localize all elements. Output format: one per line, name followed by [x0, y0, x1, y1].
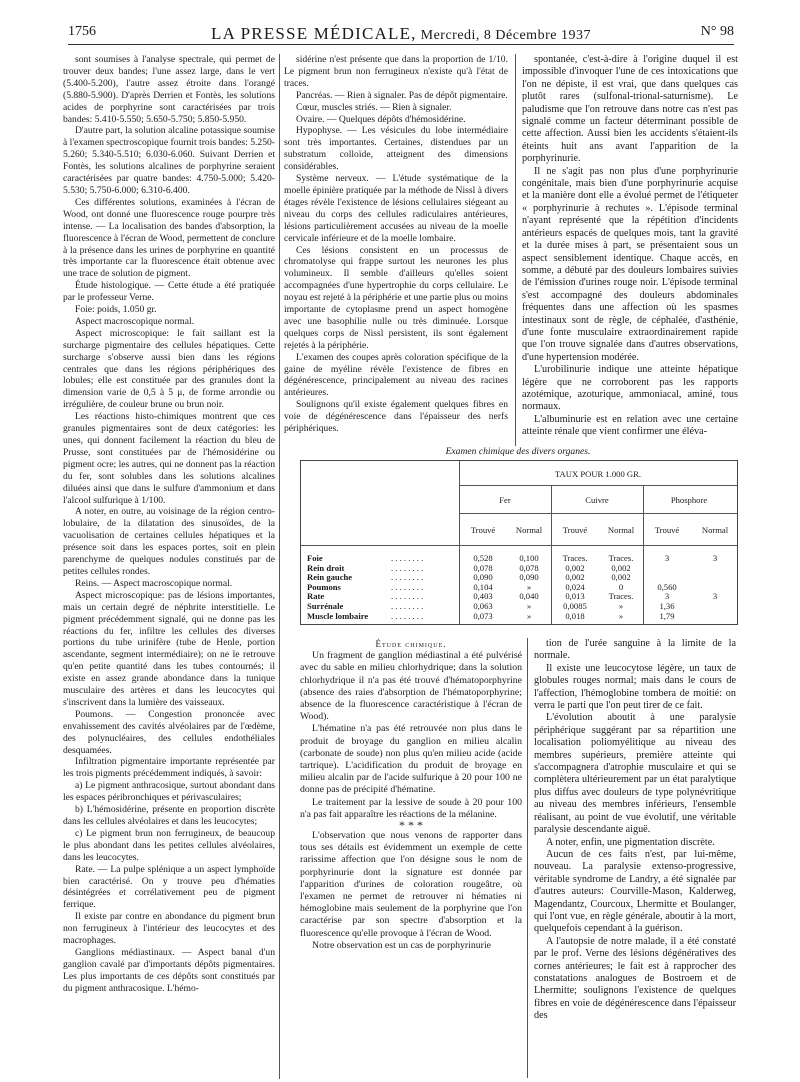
paragraph: Hypophyse. — Les vésicules du lobe intermédiaire sont très importantes. Certaines, distendues par un substratum colloïde, atteignent des dimensions considérables. — [284, 125, 508, 173]
paragraph: sidérine n'est présente que dans la proportion de 1/10. Le pigment brun non ferrugineux n'existe qu'à l'état de traces. — [284, 54, 508, 89]
table-cell: 0,104 — [473, 581, 493, 592]
table-cell: 3 — [664, 553, 670, 563]
paragraph: Poumons. — Congestion prononcée avec envahissement des cavités alvéolaires par de l'œdème, des polynucléaires, des cellules endothéliales desquamées. — [63, 708, 275, 756]
table-cell: 1,36 — [659, 601, 675, 611]
paragraph: Infiltration pigmentaire importante représentée par les trois pigments précédemment indiqués, à savoir: — [63, 756, 275, 780]
paragraph: L'examen des coupes après coloration spécifique de la gaine de myéline révèle l'existence de fibres en dégénérescence, principalement au niveau des racines antérieures. — [284, 351, 508, 399]
paragraph: Aspect microscopique: pas de lésions importantes, mais un certain degré de néphrite interstitielle. Le pigment précédemment signalé, qui ne donne pas les réactions du fer, infiltre les cellules des diverses portions du tube urinifère (tube de Henle, portion ascendante, segment intermédiaire); on ne le retrouve qu'en petite quantité dans les tubes contournés; il existe en assez grande abondance dans la tunique musculaire des artères et dans les leucocytes qui s'inscrivent dans la lumière des vaisseaux. — [63, 589, 275, 708]
table-cell: » — [618, 601, 624, 611]
paragraph: Ovaire. — Quelques dépôts d'hémosidérine. — [296, 113, 466, 125]
paragraph: L'urobilinurie indique une atteinte hépatique légère que ne corroborent pas les rapports azotémique, azoturique, ammoniacal, aminé, tous normaux. — [522, 364, 738, 413]
column-right-top — [522, 54, 738, 446]
table-cell: 3 — [712, 591, 718, 602]
paragraph: A noter, enfin, une pigmentation discrète. — [546, 836, 715, 848]
table-sub-header: Normal — [701, 525, 729, 535]
table-group-header: Fer — [499, 495, 511, 505]
paragraph: c) Le pigment brun non ferrugineux, de beaucoup le plus abondant dans les petites cellules alvéolaires, dans les leucocytes. — [63, 827, 275, 863]
column-middle-bottom — [300, 638, 522, 1078]
table-leader-dots: . . . . . . . . — [391, 610, 424, 621]
table-cell: Traces. — [608, 591, 634, 602]
table-rule — [551, 485, 552, 624]
issue-number: N° 98 — [700, 24, 734, 39]
table-cell: 0,0085 — [563, 601, 587, 611]
paragraph: L'évolution aboutit à une paralysie périphérique suggérant par sa répartition une localisation poliomyélitique au niveau des membres supérieurs, première atteinte qui s'accompagnera d'atrophie musculaire et qui se complètera ultérieurement par un état paralytique plus diffus avec douleurs de type polynévritique au niveau des membres inférieurs, l'ensemble réalisant, au point de vue évolutif, une véritable paralysie descendante aiguë. — [534, 712, 736, 836]
table-row-label: Rein droit — [307, 562, 345, 573]
table-rule — [643, 485, 644, 624]
paragraph: b) L'hémosidérine, présente en proportion discrète dans les cellules alvéolaires et dans les leucocytes; — [63, 804, 275, 827]
column-middle-top — [284, 54, 508, 446]
table-cell: 0,002 — [611, 562, 631, 573]
paragraph: Il existe par contre en abondance du pigment brun non ferrugineux à l'intérieur des leucocytes et des macrophages. — [63, 911, 275, 947]
table-leader-dots: . . . . . . . . — [391, 562, 424, 573]
table-cell: » — [618, 610, 624, 621]
table-cell: 0 — [618, 581, 624, 592]
paragraph: D'autre part, la solution alcaline potassique soumise à l'examen spectroscopique fournit trois bandes: 5.250-5.260; 5.340-5.510; 6.030-6.060. Suivant Derrien et Fontès, les solutions alcalines de porphyrine seraient caractérisées par quatre bandes: 4.750-5.000; 5.420-5.530; 5.750-6.000; 6.310-6.400. — [63, 125, 275, 196]
table-rule — [459, 485, 737, 486]
journal-title-line — [68, 24, 734, 44]
table-leader-dots: . . . . . . . . — [391, 601, 424, 611]
table-cell: 0,002 — [611, 572, 631, 583]
paragraph: Le traitement par la lessive de soude à 20 pour 100 n'a pas fait apparaître les réactions de la mélanine. — [300, 796, 522, 820]
page-number: 1756 — [68, 24, 96, 39]
paragraph: Cœur, muscles striés. — Rien à signaler. — [296, 101, 452, 113]
paragraph: Système nerveux. — L'étude systématique de la moelle épinière pratiquée par la méthode de Nissl à divers étages révèle l'existence de lésions cellulaires siégeant au niveau du corps des cellules radiculaires antérieures, lésions particulièrement accusées au niveau de la moelle cervicale inférieure et de la moelle lombaire. — [284, 173, 508, 244]
table-row-label: Rein gauche — [307, 572, 353, 583]
table-leader-dots: . . . . . . . . — [391, 553, 424, 563]
paragraph: L'hématine n'a pas été retrouvée non plus dans le produit de broyage du ganglion en milieu alcalin (carbonate de soude) non plus qu'en milieu acide (acide tartrique). L'acidification du produit de broyage en milieu alcalin par de l'acide sulfurique à 20 pour 100 ne donne pas de précipité d'hématine. — [300, 723, 522, 796]
table-cell: 0,040 — [519, 591, 539, 602]
table-cell: 0,073 — [473, 610, 493, 621]
paragraph: Aspect microscopique: le fait saillant est la surcharge pigmentaire des cellules hépatiques. Cette surcharge s'observe aussi bien dans les régions centrales que dans les régions périphériques des lobules; elle est constituée par des granules dont la dimension varie de 0,5 à 5 μ, de forme arrondie ou irrégulière, de couleur brune ou brun noir. — [63, 327, 275, 411]
paragraph: Un fragment de ganglion médiastinal a été pulvérisé avec du sable en milieu chlorhydrique; dans la solution chlorhydrique il n'a pas été trouvé d'hématoporphyrine (absence des raies d'absorption de l'hématoporphyrine; absence de la fluorescence caractéristique à l'écran de Wood). — [300, 650, 522, 723]
table-cell: » — [526, 601, 532, 611]
table-row-label: Surrénale — [307, 601, 344, 611]
paragraph: Ces lésions consistent en un processus de chromatolyse qui frappe surtout les neurones les plus volumineux. Il semble d'ailleurs qu'elles soient accompagnées d'une hypertrophie du corps cellulaire. Le noyau est rejeté à la périphérie et une partie plus ou moins importante de cytoplasme prend un aspect homogène avec une basophilie nulle ou très diminuée. Lorsque quelques corps de Nissl persistent, ils sont également rejetés à la périphérie. — [284, 244, 508, 351]
paragraph: A l'autopsie de notre malade, il a été constaté par le prof. Verne des lésions dégénératives des cornes antérieures; le fait est à rapprocher des constatations analogues de Bostroem et de Lhermitte; soulignons l'existence de quelques fibres en voie de dégénérescence dans l'épaisseur des — [534, 935, 736, 1022]
table-row-label: Rate — [307, 591, 325, 602]
journal-name: LA PRESSE MÉDICALE, — [211, 24, 417, 43]
table-row-label: Poumons — [307, 581, 341, 592]
paragraph: Pancréas. — Rien à signaler. Pas de dépôt pigmentaire. — [296, 89, 508, 101]
table-cell: » — [526, 581, 532, 592]
table-cell: 0,090 — [473, 572, 493, 583]
paragraph: Ces différentes solutions, examinées à l'écran de Wood, ont donné une fluorescence rouge pourpre très intense. — La localisation des bandes d'absorption, la fluorescence à l'écran de Wood, permettent de conclure à la présence dans les urines de porphyrine en quantité très importante car la fluorescence était obtenue avec une trace de solution de pigment. — [63, 196, 275, 280]
table-sub-header: Trouvé — [562, 525, 588, 535]
paragraph: Foie: poids, 1.050 gr. — [75, 304, 157, 316]
column-right-bottom — [534, 638, 736, 1078]
paragraph: tion de l'urée sanguine à la limite de la normale. — [534, 638, 736, 662]
table-cell: 0,100 — [519, 553, 539, 563]
section-separator: * * * — [399, 818, 423, 833]
table-cell: 0,403 — [473, 591, 493, 602]
paragraph: Ganglions médiastinaux. — Aspect banal d'un ganglion cavalé par d'importants dépôts pigmentaires. Les plus importants de ces dépôts sont constitués par du pigment anthracosique. L'hémo- — [63, 946, 275, 994]
table-super-header: TAUX POUR 1.000 GR. — [555, 469, 641, 479]
table-cell: Traces. — [562, 553, 588, 563]
paragraph: Les réactions histo-chimiques montrent que ces granules pigmentaires sont de deux catégories: les unes, qui donnent facilement la réaction du bleu de Prusse, sont constituées par de l'hémosidérine ou pigment ocre; les autres, qui ne donnent pas la réaction du fer, sont solubles dans les solutions alcalines diluées ainsi que dans le sulfure d'ammonium et dans l'alcool sulfurique à 1/100. — [63, 411, 275, 506]
paragraph: a) Le pigment anthracosique, surtout abondant dans les espaces péribronchiques et périvasculaires; — [63, 780, 275, 804]
table-cell: 0,528 — [473, 553, 493, 563]
table-row-label: Muscle lombaire — [307, 610, 369, 621]
table-cell: 0,002 — [565, 562, 585, 573]
table-cell: 0,024 — [565, 581, 585, 592]
table-group-header: Cuivre — [585, 495, 609, 505]
paragraph: Aucun de ces faits n'est, par lui-même, nouveau. La paralysie extenso-progressive, véritable syndrome de Landry, a été signalée par d'autres auteurs: Courville-Mason, Kalderweg, Magendantz, Courcoux, Lhermitte et Boulanger, qui l'ont vue, en règle générale, aboutir à la mort, quelquefois cependant à la guérison. — [534, 848, 736, 935]
header-rule — [68, 44, 734, 45]
paragraph: Aspect macroscopique normal. — [75, 315, 195, 327]
table-group-header: Phosphore — [670, 495, 708, 505]
table-rule — [459, 513, 737, 514]
paragraph: L'observation que nous venons de rapporter dans tous ses détails est évidemment un exemple de cette rarissime affection que l'on désigne sous le nom de porphyrinurie dont la signature est donnée par l'apparition d'urines de coloration rougeâtre, où l'examen ne permet de retrouver ni hématies ni hémoglobine mais seulement de la porphyrine que l'on caractérise par son spectre d'absorption et la fluorescence qu'elle provoque à l'écran de Wood. — [300, 830, 522, 939]
table-leader-dots: . . . . . . . . — [391, 572, 424, 583]
table-cell: 0,090 — [519, 572, 539, 583]
paragraph: Reins. — Aspect macroscopique normal. — [75, 577, 233, 589]
paragraph: Étude histologique. — Cette étude a été pratiquée par le professeur Verne. — [63, 280, 275, 304]
table-leader-dots: . . . . . . . . — [391, 581, 424, 592]
table-sub-header: Trouvé — [654, 525, 680, 535]
paragraph: spontanée, c'est-à-dire à l'origine duquel il est impossible d'invoquer l'une de ces intoxications que l'on ne dépiste, il est vrai, que dans quelques cas plutôt rares (sulfonal-trional-saturnisme). Le paludisme que l'on retrouve dans notre cas n'est pas signalé comme un facteur déterminant possible de cette affection. Aussi bien les accidents s'étaient-ils éteints huit ans avant l'apparition de la porphyrinurie. — [522, 54, 738, 165]
table-sub-header: Normal — [515, 525, 543, 535]
table-leader-dots: . . . . . . . . — [391, 591, 424, 602]
table-cell: 3 — [712, 553, 718, 563]
table-row-label: Foie — [307, 553, 323, 563]
paragraph: sont soumises à l'analyse spectrale, qui permet de trouver deux bandes; l'une assez large, dans le vert (5.400-5.200), l'autre assez étroite dans l'orangé (5.880-5.900). D'après Derrien et Fontès, les solutions acides de porphyrine sont caractérisées par trois bandes: 5.410-5.550; 5.650-5.750; 5.850-5.950. — [63, 54, 275, 125]
paragraph: Il existe une leucocytose légère, un taux de globules rouges normal; mais dans le cours de l'affection, l'hémoglobine tombera de moitié: on verra le parti que l'on peut tirer de ce fait. — [534, 662, 736, 712]
table-cell: 0,018 — [565, 610, 585, 621]
chemistry-table — [300, 460, 738, 625]
table-rule — [301, 545, 737, 546]
issue-date: Mercredi, 8 Décembre 1937 — [420, 28, 591, 43]
column-left — [63, 54, 275, 1079]
table-cell: 0,013 — [565, 591, 585, 602]
table-cell: 0,078 — [473, 562, 493, 573]
section-heading: Étude chimique. — [375, 639, 447, 649]
paragraph: Soulignons qu'il existe également quelques fibres en voie de dégénérescence dans l'épaisseur des nerfs périphériques. — [284, 399, 508, 435]
paragraph: Il ne s'agit pas non plus d'une porphyrinurie congénitale, mais bien d'une porphyrinurie acquise et la manière dont elle a évolué permet de l'étiqueter « porphyrinurie à rechutes ». L'épisode terminal n'ayant représenté que la répétition d'incidents antérieurs espacés de quelques mois, tant la gravité et la durée mises à part, se présentaient sous un aspect sensiblement identique. Chaque accès, en somme, a débuté par des douleurs lombaires suivies de l'émission d'urines rouge noir. L'épisode terminal s'est accompagné des douleurs abdominales fréquentes dans une affection où les spasmes intestinaux sont de règle, de céphalée, d'asthénie, d'une fonte musculaire extraordinairement rapide que l'on trouve signalée dans d'autres observations, d'une hypertension modérée. — [522, 165, 738, 363]
paragraph: Notre observation est un cas de porphyrinurie — [312, 939, 492, 951]
table-cell: 3 — [664, 591, 670, 602]
table-cell: » — [526, 610, 532, 621]
table-sub-header: Trouvé — [470, 525, 496, 535]
paragraph: Rate. — La pulpe splénique a un aspect lymphoïde bien caractérisé. On y trouve peu d'hématies désintégrées et corrélativement peu de pigment ferrique. — [63, 863, 275, 911]
table-cell: 0,078 — [519, 562, 539, 573]
column-divider — [279, 54, 280, 1079]
column-divider — [515, 54, 516, 446]
table-caption: Examen chimique des divers organes. — [445, 446, 591, 457]
page-header — [68, 24, 734, 44]
table-sub-header: Normal — [607, 525, 635, 535]
table-cell: 1,79 — [659, 610, 675, 621]
table-cell: 0,063 — [473, 601, 493, 611]
table-cell: Traces. — [608, 553, 634, 563]
paragraph: A noter, en outre, au voisinage de la région centro-lobulaire, de la dilatation des sinusoïdes, de la vacuolisation de certaines cellules hépatiques et la présence soit dans les espaces portes, soit en plein parenchyme de quelques nodules constitués par de petites cellules rondes. — [63, 506, 275, 577]
paragraph: L'albuminurie est en relation avec une certaine atteinte rénale que vient confirmer une éléva- — [522, 413, 738, 438]
column-divider — [527, 638, 528, 1078]
table-cell: 0,560 — [657, 581, 677, 592]
table-cell: 0,002 — [565, 572, 585, 583]
